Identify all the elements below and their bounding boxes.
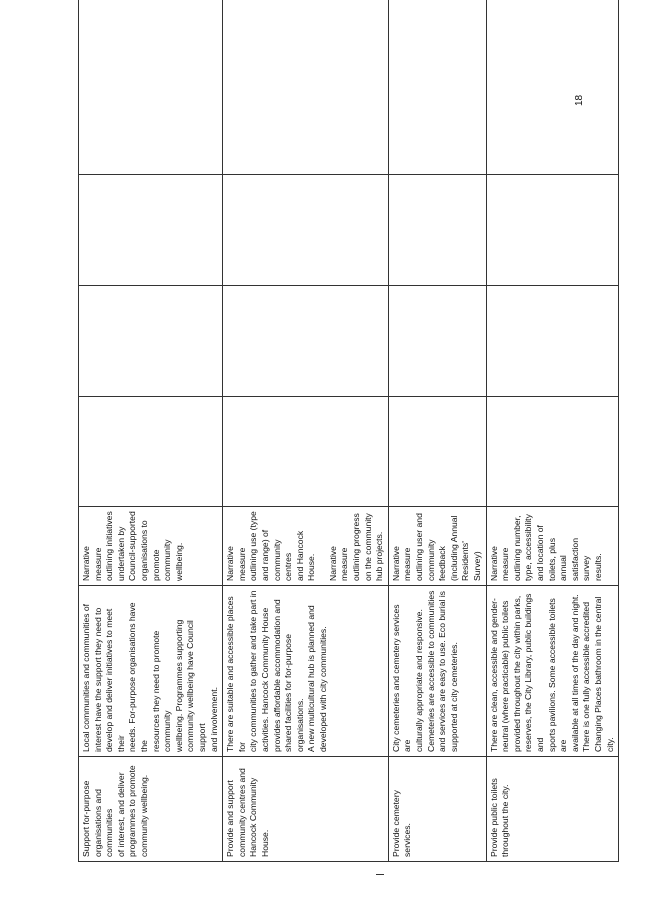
empty-cell (223, 175, 389, 286)
service-cell: Provide cemetery services. (388, 757, 486, 862)
measure-cell: Narrative measure outlining initiatives undertaken by Council-supported organisations to promote community wellbeing. (79, 507, 223, 586)
table-row (486, 0, 619, 862)
table-row (388, 0, 486, 862)
empty-cell (223, 0, 389, 175)
measure-cell: Narrative measure outlining user and community feedback (including Annual Residents' Survey) (388, 507, 486, 586)
empty-cell (388, 397, 486, 507)
description-cell: Local communities and communities of interest have the support they need to develop and deliver initiatives to meet their needs. For-purpose organisations have the resources they need to promote community wellbeing. Programmes supporting community wellbeing have Council support and involvement. (79, 586, 223, 757)
empty-cell (223, 286, 389, 397)
empty-cell (388, 0, 486, 175)
empty-cell (79, 0, 223, 175)
table-row (79, 0, 223, 862)
empty-cell (388, 286, 486, 397)
measure-cell: Narrative measure outlining use (type and range) of community centres and Hancock House. Narrative measure outlining progress on the community hub projects. (223, 507, 389, 586)
empty-cell (223, 397, 389, 507)
empty-cell (388, 175, 486, 286)
empty-cell (486, 175, 619, 286)
empty-cell (486, 286, 619, 397)
measure-cell: Narrative measure outlining number, type, accessibility and location of toilets, plus annual satisfaction survey results. (486, 507, 619, 586)
table-row (223, 0, 389, 862)
empty-cell (79, 286, 223, 397)
description-cell: There are suitable and accessible places for city communities to gather and take part in activities. Hancock Community House provides affordable accommodation and shared facilities for for-purpose organisations. A new multicultural hub is planned and developed with city communities. (223, 586, 389, 757)
footer-dash (376, 874, 384, 875)
empty-cell (486, 0, 619, 175)
description-cell: City cemeteries and cemetery services are culturally appropriate and responsive. Cemeteries are accessible to communities and services are easy to use. Eco burial is supported at city cemeteries. (388, 586, 486, 757)
description-cell: There are clean, accessible and gender- neutral (where practicable) public toilets provided throughout the city within parks, reserves, the City Library, public buildings and sports pavilions. Some accessible toilets are available at all times of the day and night. There is one fully accessible accredited Changing Places bathroom in the central city. (486, 586, 619, 757)
service-cell: Provide and support community centres and Hancock Community House. (223, 757, 389, 862)
service-cell: Support for-purpose organisations and communities of interest, and deliver programmes to promote community wellbeing. (79, 757, 223, 862)
service-measures-table (78, 0, 619, 862)
page-number: 18 (574, 94, 585, 106)
service-cell: Provide public toilets throughout the city. (486, 757, 619, 862)
empty-cell (79, 175, 223, 286)
empty-cell (79, 397, 223, 507)
empty-cell (486, 397, 619, 507)
